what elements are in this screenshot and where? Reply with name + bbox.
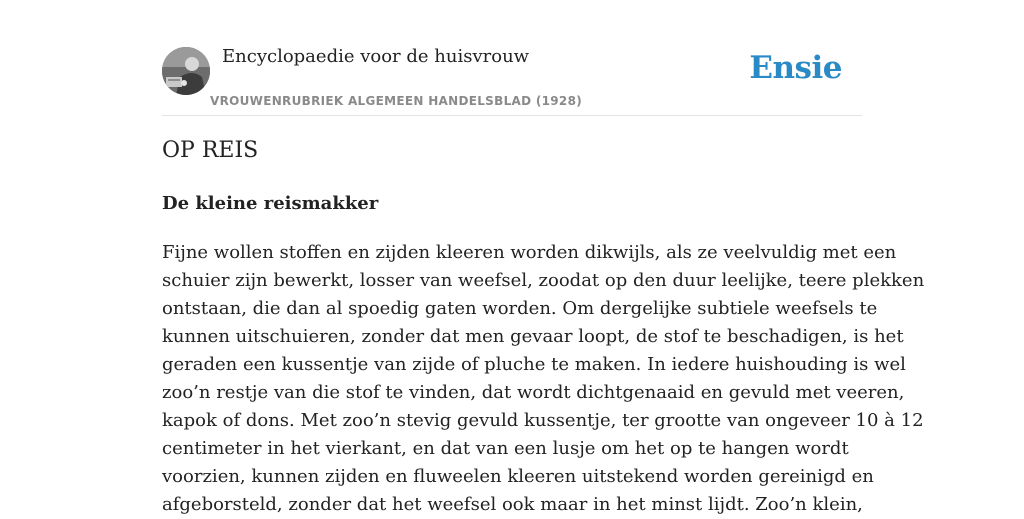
site-title[interactable]: Encyclopaedie voor de huisvrouw [222,46,530,67]
portrait-photo-icon [162,47,210,95]
body-line: kapok of dons. Met zoo’n stevig gevuld kussentje, ter grootte van ongeveer 10 à 12 [162,410,924,431]
body-line: ontstaan, die dan al spoedig gaten worden. Om dergelijke subtiele weefsels te [162,298,878,319]
site-subtitle: VROUWENRUBRIEK ALGEMEEN HANDELSBLAD (1928) [210,94,583,108]
body-line: schuier zijn bewerkt, losser van weefsel, zoodat op den duur leelijke, teere plekken [162,270,925,291]
article-title: OP REIS [162,138,259,163]
body-line: afgeborsteld, zonder dat het weefsel ook maar in het minst lijdt. Zoo’n klein, [162,494,863,515]
body-line: voorzien, kunnen zijden en fluweelen kleeren uitstekend worden gereinigd en [162,466,874,487]
site-header [162,40,862,116]
body-line: centimeter in het vierkant, en dat van een lusje om het op te hangen wordt [162,438,849,459]
body-line: Fijne wollen stoffen en zijden kleeren worden dikwijls, als ze veelvuldig met een [162,242,897,263]
body-line: zoo’n restje van die stof te vinden, dat wordt dichtgenaaid en gevuld met veeren, [162,382,905,403]
avatar[interactable] [162,47,210,95]
article-body [162,239,925,519]
article-subtitle: De kleine reismakker [162,193,379,214]
body-line: geraden een kussentje van zijde of pluche te maken. In iedere huishouding is wel [162,354,906,375]
body-line: kunnen uitschuieren, zonder dat men gevaar loopt, de stof te beschadigen, is het [162,326,904,347]
brand-logo[interactable]: Ensie [749,50,842,86]
page [162,0,925,515]
